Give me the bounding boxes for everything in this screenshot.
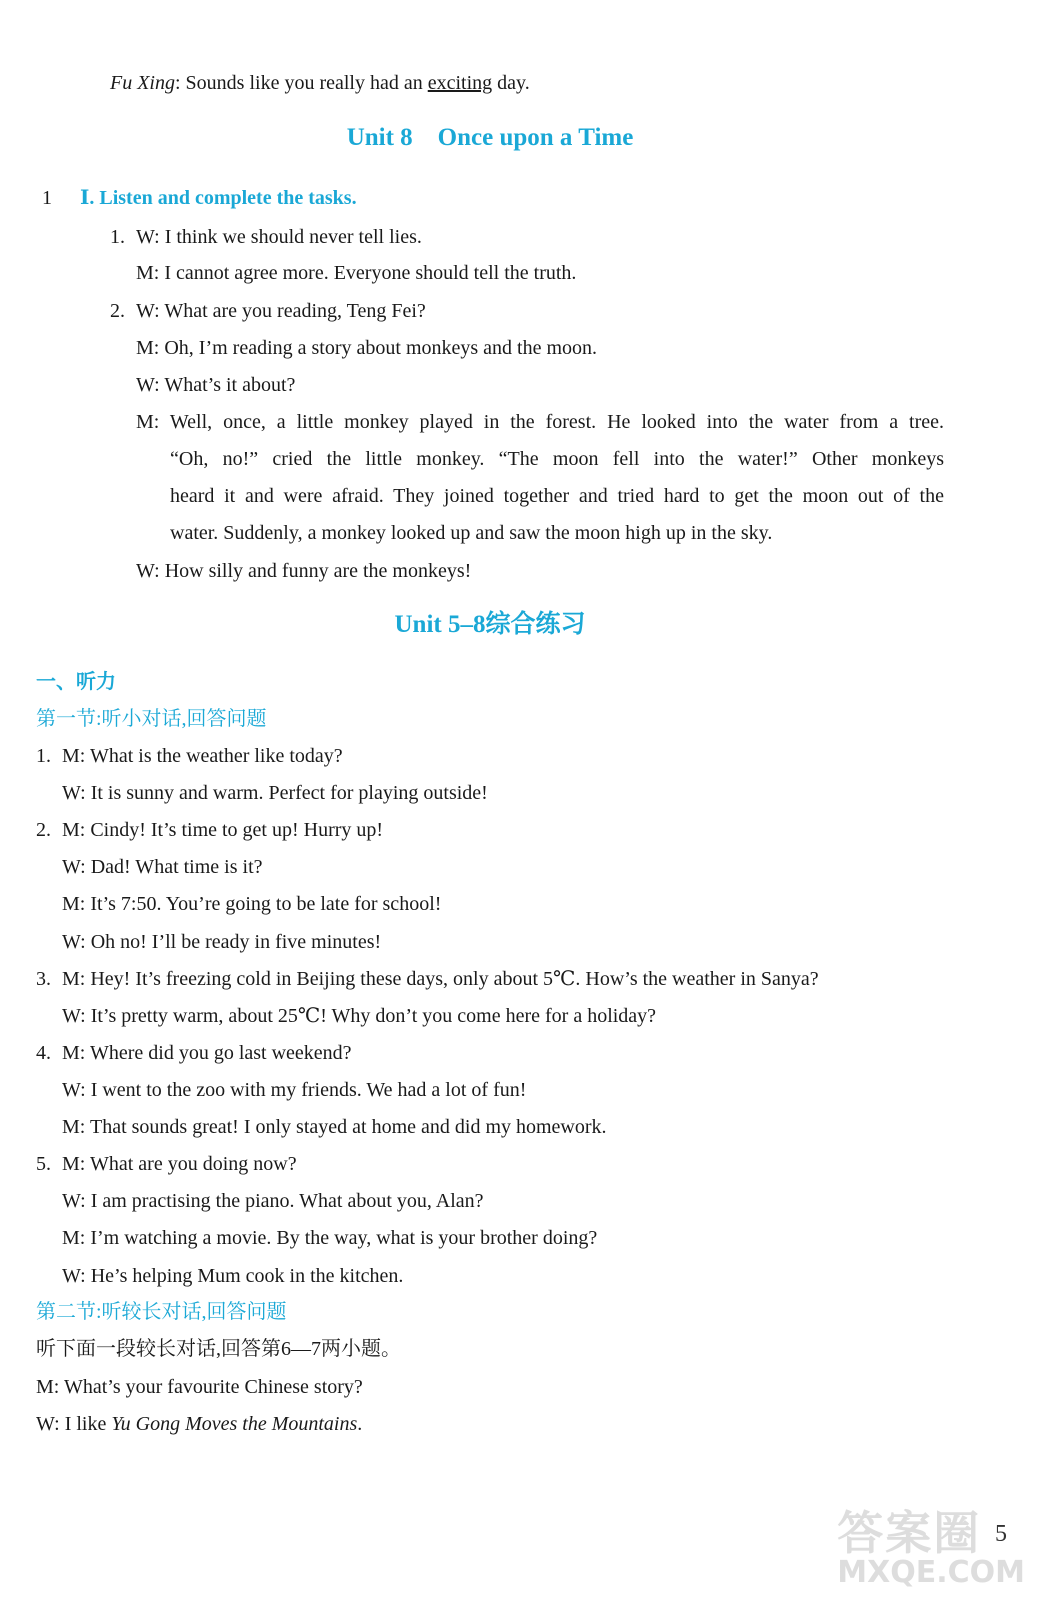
paragraph-line: M: Well, once, a little monkey played in the forest. He looked into the water from a tree. <box>136 411 944 433</box>
page-number: 5 <box>995 1521 1007 1547</box>
text: M: What is the weather like today? <box>62 745 343 767</box>
unit8-title: Unit 8 Once upon a Time <box>346 124 634 151</box>
dialogue-line <box>36 817 383 843</box>
dialogue-line: W: How silly and funny are the monkeys! <box>136 560 472 582</box>
text: M: Hey! It’s freezing cold in Beijing these days, only about 5℃. How’s the weather in Sanya? <box>62 968 819 990</box>
underlined-word: exciting <box>427 72 493 94</box>
dialogue-line: W: He’s helping Mum cook in the kitchen. <box>62 1265 404 1287</box>
prev-dialogue-line <box>110 70 530 96</box>
text: : Sounds like you really had an <box>175 72 428 94</box>
dialogue-line: W: Oh no! I’ll be ready in five minutes! <box>62 931 382 953</box>
dialogue-line <box>36 1040 352 1066</box>
text: W: What are you reading, Teng Fei? <box>136 300 426 322</box>
story-title: Yu Gong Moves the Mountains <box>111 1413 358 1435</box>
dialogue-line: W: I am practising the piano. What about you, Alan? <box>62 1190 484 1212</box>
dialogue-line: W: It is sunny and warm. Perfect for playing outside! <box>62 782 488 804</box>
item-number: 5. <box>36 1153 51 1175</box>
dialogue-line: M: That sounds great! I only stayed at home and did my homework. <box>62 1116 607 1138</box>
item-number: 1. <box>110 226 125 248</box>
dialogue-line: W: It’s pretty warm, about 25℃! Why don’t you come here for a holiday? <box>62 1005 657 1027</box>
dialogue-line: W: What’s it about? <box>136 374 296 396</box>
item-number: 3. <box>36 968 51 990</box>
instruction: 听下面一段较长对话,回答第6—7两小题。 <box>36 1338 401 1360</box>
watermark-en: MXQE.COM <box>837 1555 1025 1590</box>
paragraph-line: “Oh, no!” cried the little monkey. “The moon fell into the water!” Other monkeys <box>170 448 944 470</box>
dialogue-line: M: I cannot agree more. Everyone should tell the truth. <box>136 262 577 284</box>
item-number: 1. <box>36 745 51 767</box>
dialogue-line <box>36 743 343 769</box>
dialogue-line: M: It’s 7:50. You’re going to be late for school! <box>62 893 442 915</box>
speaker-name: Fu Xing <box>110 72 175 94</box>
item-number: 2. <box>110 300 125 322</box>
dialogue-line <box>36 966 819 992</box>
text: . <box>357 1413 363 1435</box>
subsection-heading: 第一节:听小对话,回答问题 <box>36 708 267 730</box>
dialogue-line: M: Oh, I’m reading a story about monkeys and the moon. <box>136 337 598 359</box>
dialogue-line <box>36 1151 297 1177</box>
subsection-heading: 第二节:听较长对话,回答问题 <box>36 1301 287 1323</box>
text: day. <box>492 72 530 94</box>
review-title: Unit 5–8综合练习 <box>394 611 586 638</box>
text: M: Where did you go last weekend? <box>62 1042 352 1064</box>
dialogue-line <box>110 298 426 324</box>
dialogue-line: M: I’m watching a movie. By the way, what is your brother doing? <box>62 1227 598 1249</box>
text: W: I like <box>36 1413 112 1435</box>
text: M: Cindy! It’s time to get up! Hurry up! <box>62 819 384 841</box>
margin-number: 1 <box>42 187 52 209</box>
dialogue-line: M: What’s your favourite Chinese story? <box>36 1376 363 1398</box>
text: W: I think we should never tell lies. <box>136 226 422 248</box>
item-number: 4. <box>36 1042 51 1064</box>
watermark-cn: 答案圈 <box>837 1506 982 1560</box>
section-heading: Ⅰ. Listen and complete the tasks. <box>80 187 357 209</box>
dialogue-line <box>110 224 422 250</box>
paragraph-line: water. Suddenly, a monkey looked up and saw the moon high up in the sky. <box>170 522 773 544</box>
item-number: 2. <box>36 819 51 841</box>
dialogue-line: W: Dad! What time is it? <box>62 856 263 878</box>
dialogue-line <box>36 1411 362 1437</box>
part-heading: 一、听力 <box>36 671 116 693</box>
text: M: What are you doing now? <box>62 1153 297 1175</box>
paragraph-line: heard it and were afraid. They joined together and tried hard to get the moon out of the <box>170 485 944 507</box>
dialogue-line: W: I went to the zoo with my friends. We had a lot of fun! <box>62 1079 527 1101</box>
